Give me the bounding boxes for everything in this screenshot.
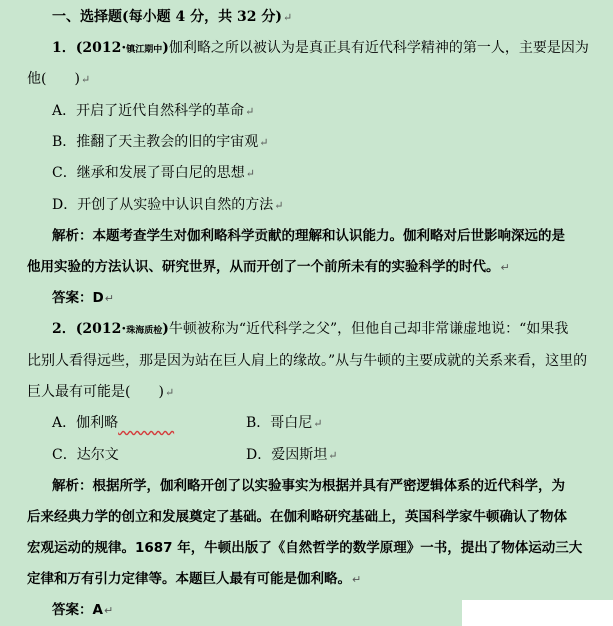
- q1-option-a: [52, 101, 254, 122]
- analysis-text: 他用实验的方法认识、研究世界，从而开创了一个前所未有的实验科学的时代。: [27, 259, 500, 275]
- stem-text: 伽利略之所以被认为是真正具有近代科学精神的第一人，主要是因为: [168, 40, 589, 56]
- q1-analysis-line2: [27, 257, 510, 278]
- q2-analysis-line1: [52, 476, 565, 496]
- analysis-label: 解析：: [52, 478, 93, 494]
- option-text: D．开创了从实验中认识自然的方法: [52, 197, 274, 213]
- source-open: (2012·: [75, 40, 127, 56]
- paragraph-mark: ↵: [500, 261, 510, 274]
- q2-analysis-line2: [27, 507, 567, 527]
- q1-option-b: [52, 132, 269, 153]
- option-text: A．伽利略: [52, 415, 119, 431]
- answer-value: A: [92, 602, 103, 618]
- stem-text: 巨人最有可能是( ): [27, 384, 164, 400]
- white-patch: [462, 600, 613, 626]
- source-tag: 镇江期中: [126, 45, 163, 55]
- question-2-stem-line3: [27, 382, 174, 403]
- option-text: A．开启了近代自然科学的革命: [52, 103, 245, 119]
- option-text: B．哥白尼: [246, 415, 313, 431]
- analysis-label: 解析：: [52, 228, 93, 244]
- paragraph-mark: ↵: [352, 573, 362, 586]
- q1-analysis-line1: [52, 226, 565, 246]
- q2-analysis-line3: [27, 538, 582, 558]
- stem-text: 比别人看得远些，那是因为站在巨人肩上的缘故。”从与牛顿的主要成就的关系来看，这里的: [27, 353, 588, 369]
- question-2-stem: [52, 319, 568, 341]
- q1-option-d: [52, 195, 283, 216]
- q2-option-c: [52, 445, 119, 465]
- spellcheck-underline: [118, 415, 174, 431]
- option-text: D．爱因斯坦: [246, 447, 328, 463]
- paragraph-mark: ↵: [245, 105, 255, 118]
- answer-label: 答案：: [52, 290, 93, 306]
- q2-answer: [52, 600, 113, 621]
- q2-analysis-line4: [27, 569, 361, 590]
- paragraph-mark: ↵: [328, 449, 338, 462]
- source-close: ): [162, 321, 169, 337]
- answer-value: D: [92, 290, 104, 306]
- stem-text: 牛顿被称为“近代科学之父”，但他自己却非常谦虚地说：“如果我: [168, 321, 569, 337]
- question-1-stem: [52, 38, 589, 60]
- source-close: ): [162, 40, 169, 56]
- section-title-text: 一、选择题(每小题 4 分，共 32 分): [52, 9, 282, 25]
- paragraph-mark: ↵: [259, 136, 269, 149]
- q1-option-c: [52, 163, 255, 184]
- paragraph-mark: ↵: [104, 292, 114, 305]
- paragraph-mark: ↵: [103, 604, 114, 617]
- paragraph-mark: ↵: [80, 73, 91, 86]
- analysis-text: 后来经典力学的创立和发展奠定了基础。在伽利略研究基础上，英国科学家牛顿确认了物体: [27, 509, 567, 525]
- q1-answer: [52, 288, 114, 309]
- answer-label: 答案：: [52, 602, 93, 618]
- paragraph-mark: ↵: [274, 199, 284, 212]
- analysis-text: 定律和万有引力定律等。本题巨人最有可能是伽利略。: [27, 571, 351, 587]
- question-2-stem-line2: [27, 351, 587, 371]
- option-text: C．继承和发展了哥白尼的思想: [52, 165, 245, 181]
- stem-text: 他( ): [27, 71, 80, 87]
- source-open: (2012·: [75, 321, 127, 337]
- q2-option-b: [246, 413, 323, 434]
- question-1-stem-line2: [27, 69, 90, 90]
- question-number: 1．: [52, 40, 76, 56]
- question-number: 2．: [52, 321, 76, 337]
- analysis-text: 本题考查学生对伽利略科学贡献的理解和认识能力。伽利略对后世影响深远的是: [92, 228, 565, 244]
- option-text: B．推翻了天主教会的旧的宇宙观: [52, 134, 259, 150]
- paragraph-mark: ↵: [164, 386, 175, 399]
- analysis-text: 宏观运动的规律。1687 年，牛顿出版了《自然哲学的数学原理》一书，提出了物体运动三大: [27, 540, 583, 556]
- analysis-text: 根据所学，伽利略开创了以实验事实为根据并具有严密逻辑体系的近代科学，为: [92, 478, 565, 494]
- source-tag: 珠海质检: [126, 326, 163, 336]
- paragraph-mark: ↵: [313, 417, 323, 430]
- q2-option-a: [52, 413, 174, 433]
- paragraph-mark: ↵: [282, 11, 293, 24]
- section-title: [52, 7, 292, 28]
- q2-option-d: [246, 445, 337, 466]
- option-text: C．达尔文: [52, 447, 119, 463]
- paragraph-mark: ↵: [245, 167, 255, 180]
